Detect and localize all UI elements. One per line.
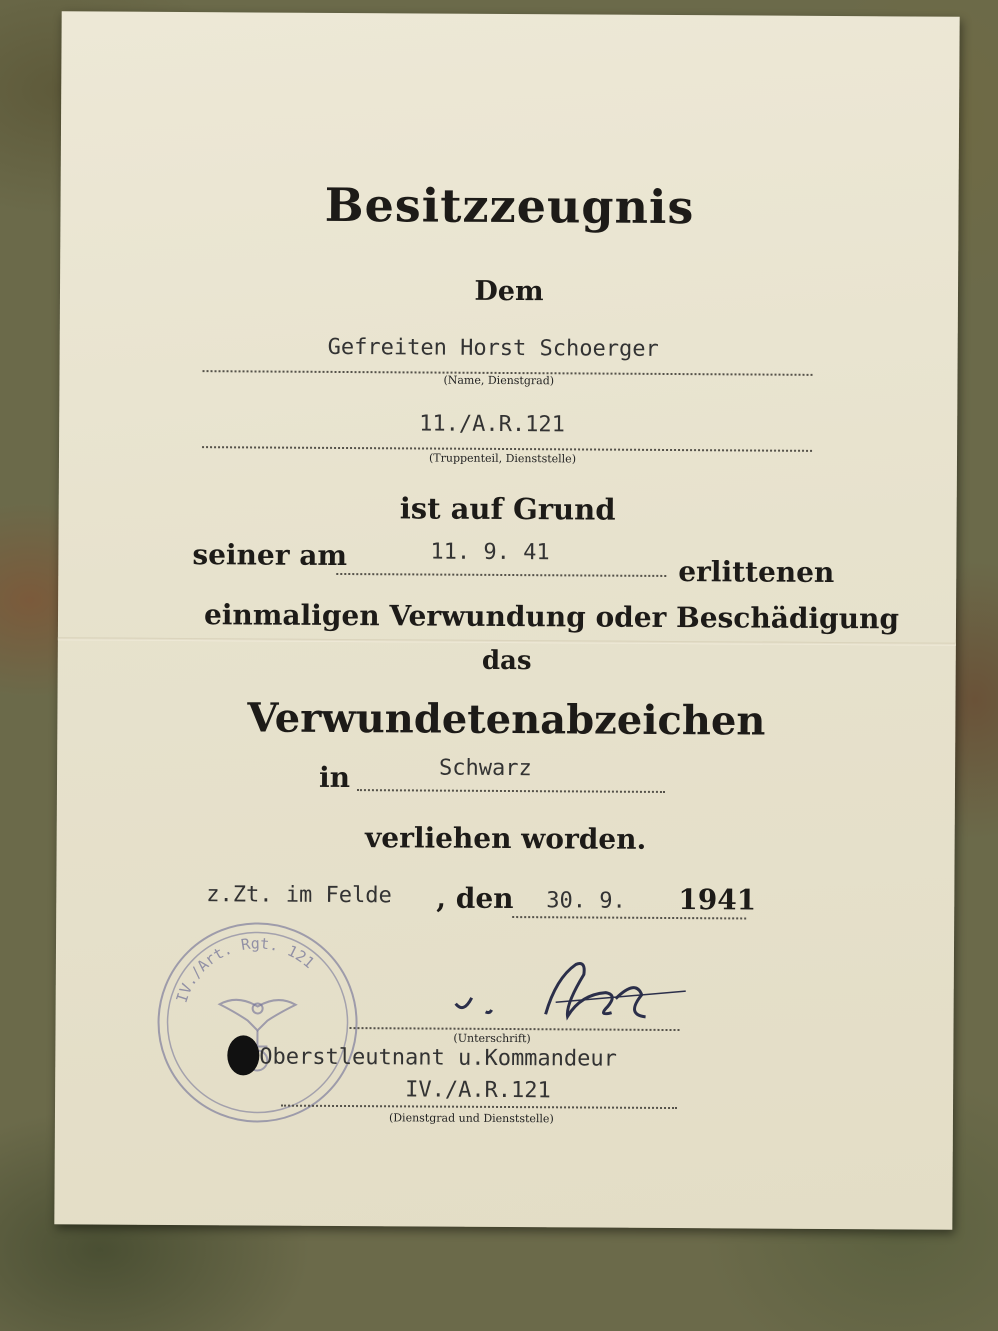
- punch-hole: [227, 1035, 259, 1075]
- wound-type-line: einmaligen Verwundung oder Beschädigung: [203, 598, 900, 636]
- unit-value: 11./A.R.121: [419, 411, 565, 438]
- unit-caption: (Truppenteil, Dienststelle): [428, 451, 577, 466]
- signature: [415, 953, 715, 1035]
- in-label: in: [318, 760, 351, 795]
- eagle-icon: [159, 924, 356, 1121]
- das-label: das: [481, 645, 532, 677]
- injury-date-line: [336, 573, 666, 577]
- place-value: z.Zt. im Felde: [206, 882, 392, 909]
- signer-unit: IV./A.R.121: [405, 1077, 551, 1104]
- award-date-line: [512, 916, 746, 919]
- den-label: , den: [436, 881, 514, 916]
- injury-date: 11. 9. 41: [430, 539, 550, 566]
- stamp-text: IV./Art. Rgt. 121: [172, 934, 318, 1005]
- unit-stamp: [157, 922, 358, 1123]
- recipient-caption: (Name, Dienstgrad): [443, 373, 555, 388]
- badge-class: Schwarz: [439, 755, 532, 782]
- certificate-title: Besitzzeugnis: [324, 177, 695, 235]
- badge-name: Verwundetenabzeichen: [247, 694, 766, 745]
- badge-class-line: [357, 789, 665, 793]
- certificate-paper: [54, 11, 959, 1229]
- signer-caption: (Dienstgrad und Dienststelle): [388, 1111, 554, 1126]
- seiner-am-label: seiner am: [192, 538, 348, 573]
- recipient-name: Gefreiten Horst Schoerger: [327, 334, 659, 362]
- dem-label: Dem: [474, 275, 544, 308]
- verliehen-label: verliehen worden.: [364, 821, 647, 856]
- svg-text:IV./Art. Rgt. 121: [172, 934, 318, 1006]
- award-year: 1941: [678, 883, 757, 917]
- signature-caption: (Unterschrift): [453, 1031, 531, 1046]
- signer-rank: Oberstleutnant u.Kommandeur: [259, 1044, 618, 1072]
- award-date: 30. 9.: [546, 888, 626, 914]
- erlittenen-label: erlittenen: [678, 555, 835, 589]
- reason-line: ist auf Grund: [399, 491, 616, 527]
